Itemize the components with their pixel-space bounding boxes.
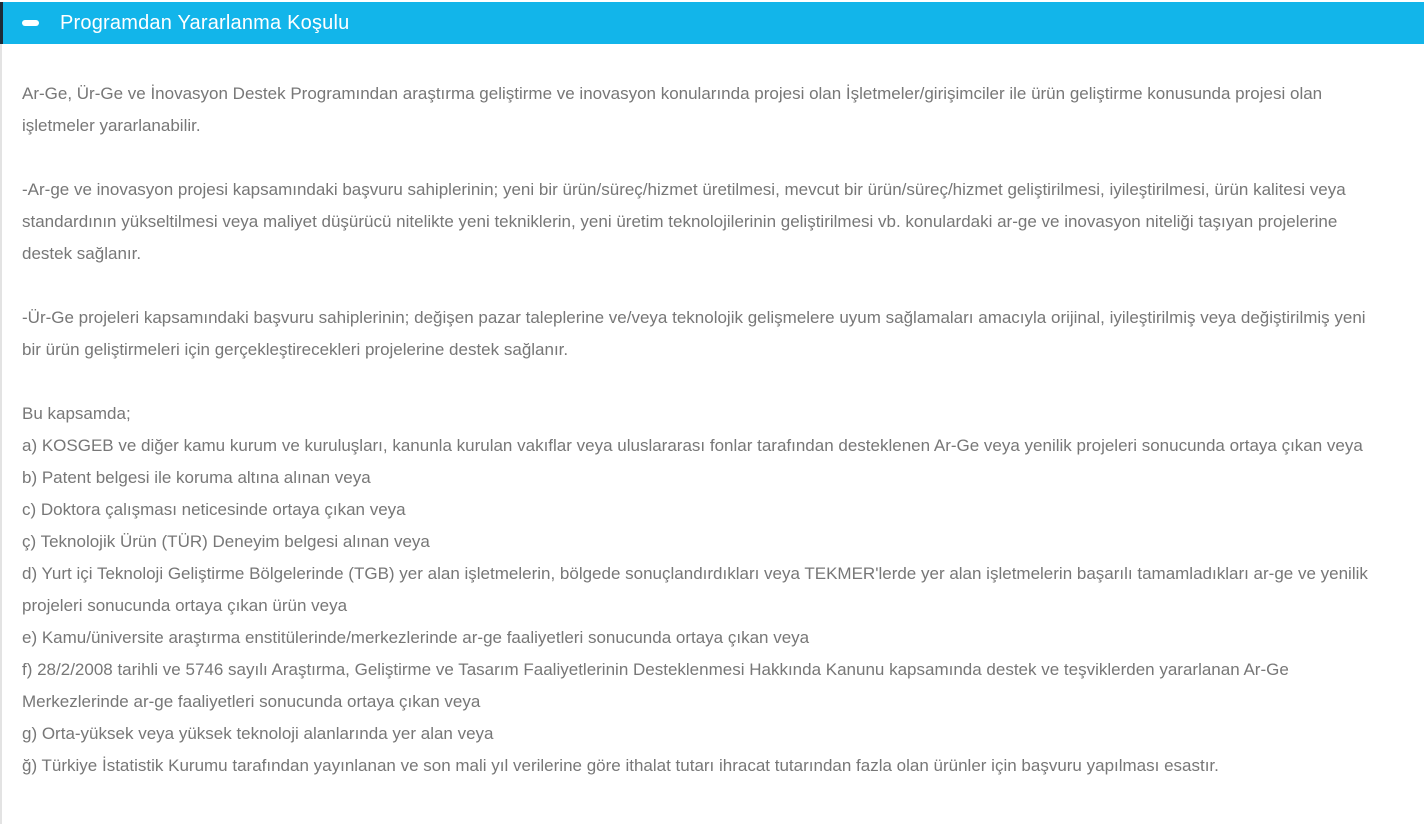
accordion-header-programdan-yararlanma[interactable] — [0, 2, 1424, 44]
header-left-edge — [0, 2, 3, 44]
scope-item-d: d) Yurt içi Teknoloji Geliştirme Bölgelerinde (TGB) yer alan işletmelerin, bölgede sonuçlandırdıkları veya TEKMER'lerde yer alan işletmelerin başarılı tamamladıkları ar-ge ve yenilik projeleri sonucunda ortaya çıkan ürün veya — [22, 564, 1368, 615]
paragraph-urge: -Ür-Ge projeleri kapsamındaki başvuru sahiplerinin; değişen pazar taleplerine ve/veya teknolojik gelişmelere uyum sağlamaları amacıyla orijinal, iyileştirilmiş veya değiştirilmiş yeni bir ürün geliştirmeleri için gerçekleştirecekleri projelerine destek sağlanır. — [22, 308, 1366, 359]
paragraph-program-intro: Ar-Ge, Ür-Ge ve İnovasyon Destek Programından araştırma geliştirme ve inovasyon konularında projesi olan İşletmeler/girişimciler ile ürün geliştirme konusunda projesi olan işletmeler yararlanabilir. — [22, 84, 1323, 135]
scope-item-g-breve: ğ) Türkiye İstatistik Kurumu tarafından yayınlanan ve son mali yıl verilerine göre ithalat tutarı ihracat tutarından fazla olan ürünler için başvuru yapılması esastır. — [22, 756, 1219, 775]
scope-item-c: c) Doktora çalışması neticesinde ortaya çıkan veya — [22, 500, 406, 519]
collapse-minus-icon[interactable] — [22, 20, 39, 26]
scope-item-a: a) KOSGEB ve diğer kamu kurum ve kuruluşları, kanunla kurulan vakıflar veya uluslararası fonlar tarafından desteklenen Ar-Ge veya yenilik projeleri sonucunda ortaya çıkan veya — [22, 436, 1363, 455]
scope-item-b: b) Patent belgesi ile koruma altına alınan veya — [22, 468, 371, 487]
scope-block — [22, 398, 1376, 782]
section-title: Programdan Yararlanma Koşulu — [60, 11, 350, 34]
scope-item-g: g) Orta-yüksek veya yüksek teknoloji alanlarında yer alan veya — [22, 724, 494, 743]
scope-intro: Bu kapsamda; — [22, 404, 131, 423]
panel-body — [0, 44, 1424, 824]
scope-item-c-cedilla: ç) Teknolojik Ürün (TÜR) Deneyim belgesi alınan veya — [22, 532, 430, 551]
scope-item-f: f) 28/2/2008 tarihli ve 5746 sayılı Araştırma, Geliştirme ve Tasarım Faaliyetlerinin Desteklenmesi Hakkında Kanunu kapsamında destek ve teşviklerden yararlanan Ar-Ge Merkezlerinde ar-ge faaliyetleri sonucunda ortaya çıkan veya — [22, 660, 1289, 711]
scope-item-e: e) Kamu/üniversite araştırma enstitülerinde/merkezlerinde ar-ge faaliyetleri sonucunda ortaya çıkan veya — [22, 628, 810, 647]
paragraph-arge-inovasyon: -Ar-ge ve inovasyon projesi kapsamındaki başvuru sahiplerinin; yeni bir ürün/süreç/hizmet üretilmesi, mevcut bir ürün/süreç/hizmet geliştirilmesi, iyileştirilmesi, ürün kalitesi veya standardının yükseltilmesi veya maliyet düşürücü nitelikte yeni tekniklerin, yeni üretim teknolojilerinin geliştirilmesi vb. konulardaki ar-ge ve inovasyon niteliği taşıyan projelerine destek sağlanır. — [22, 180, 1346, 263]
